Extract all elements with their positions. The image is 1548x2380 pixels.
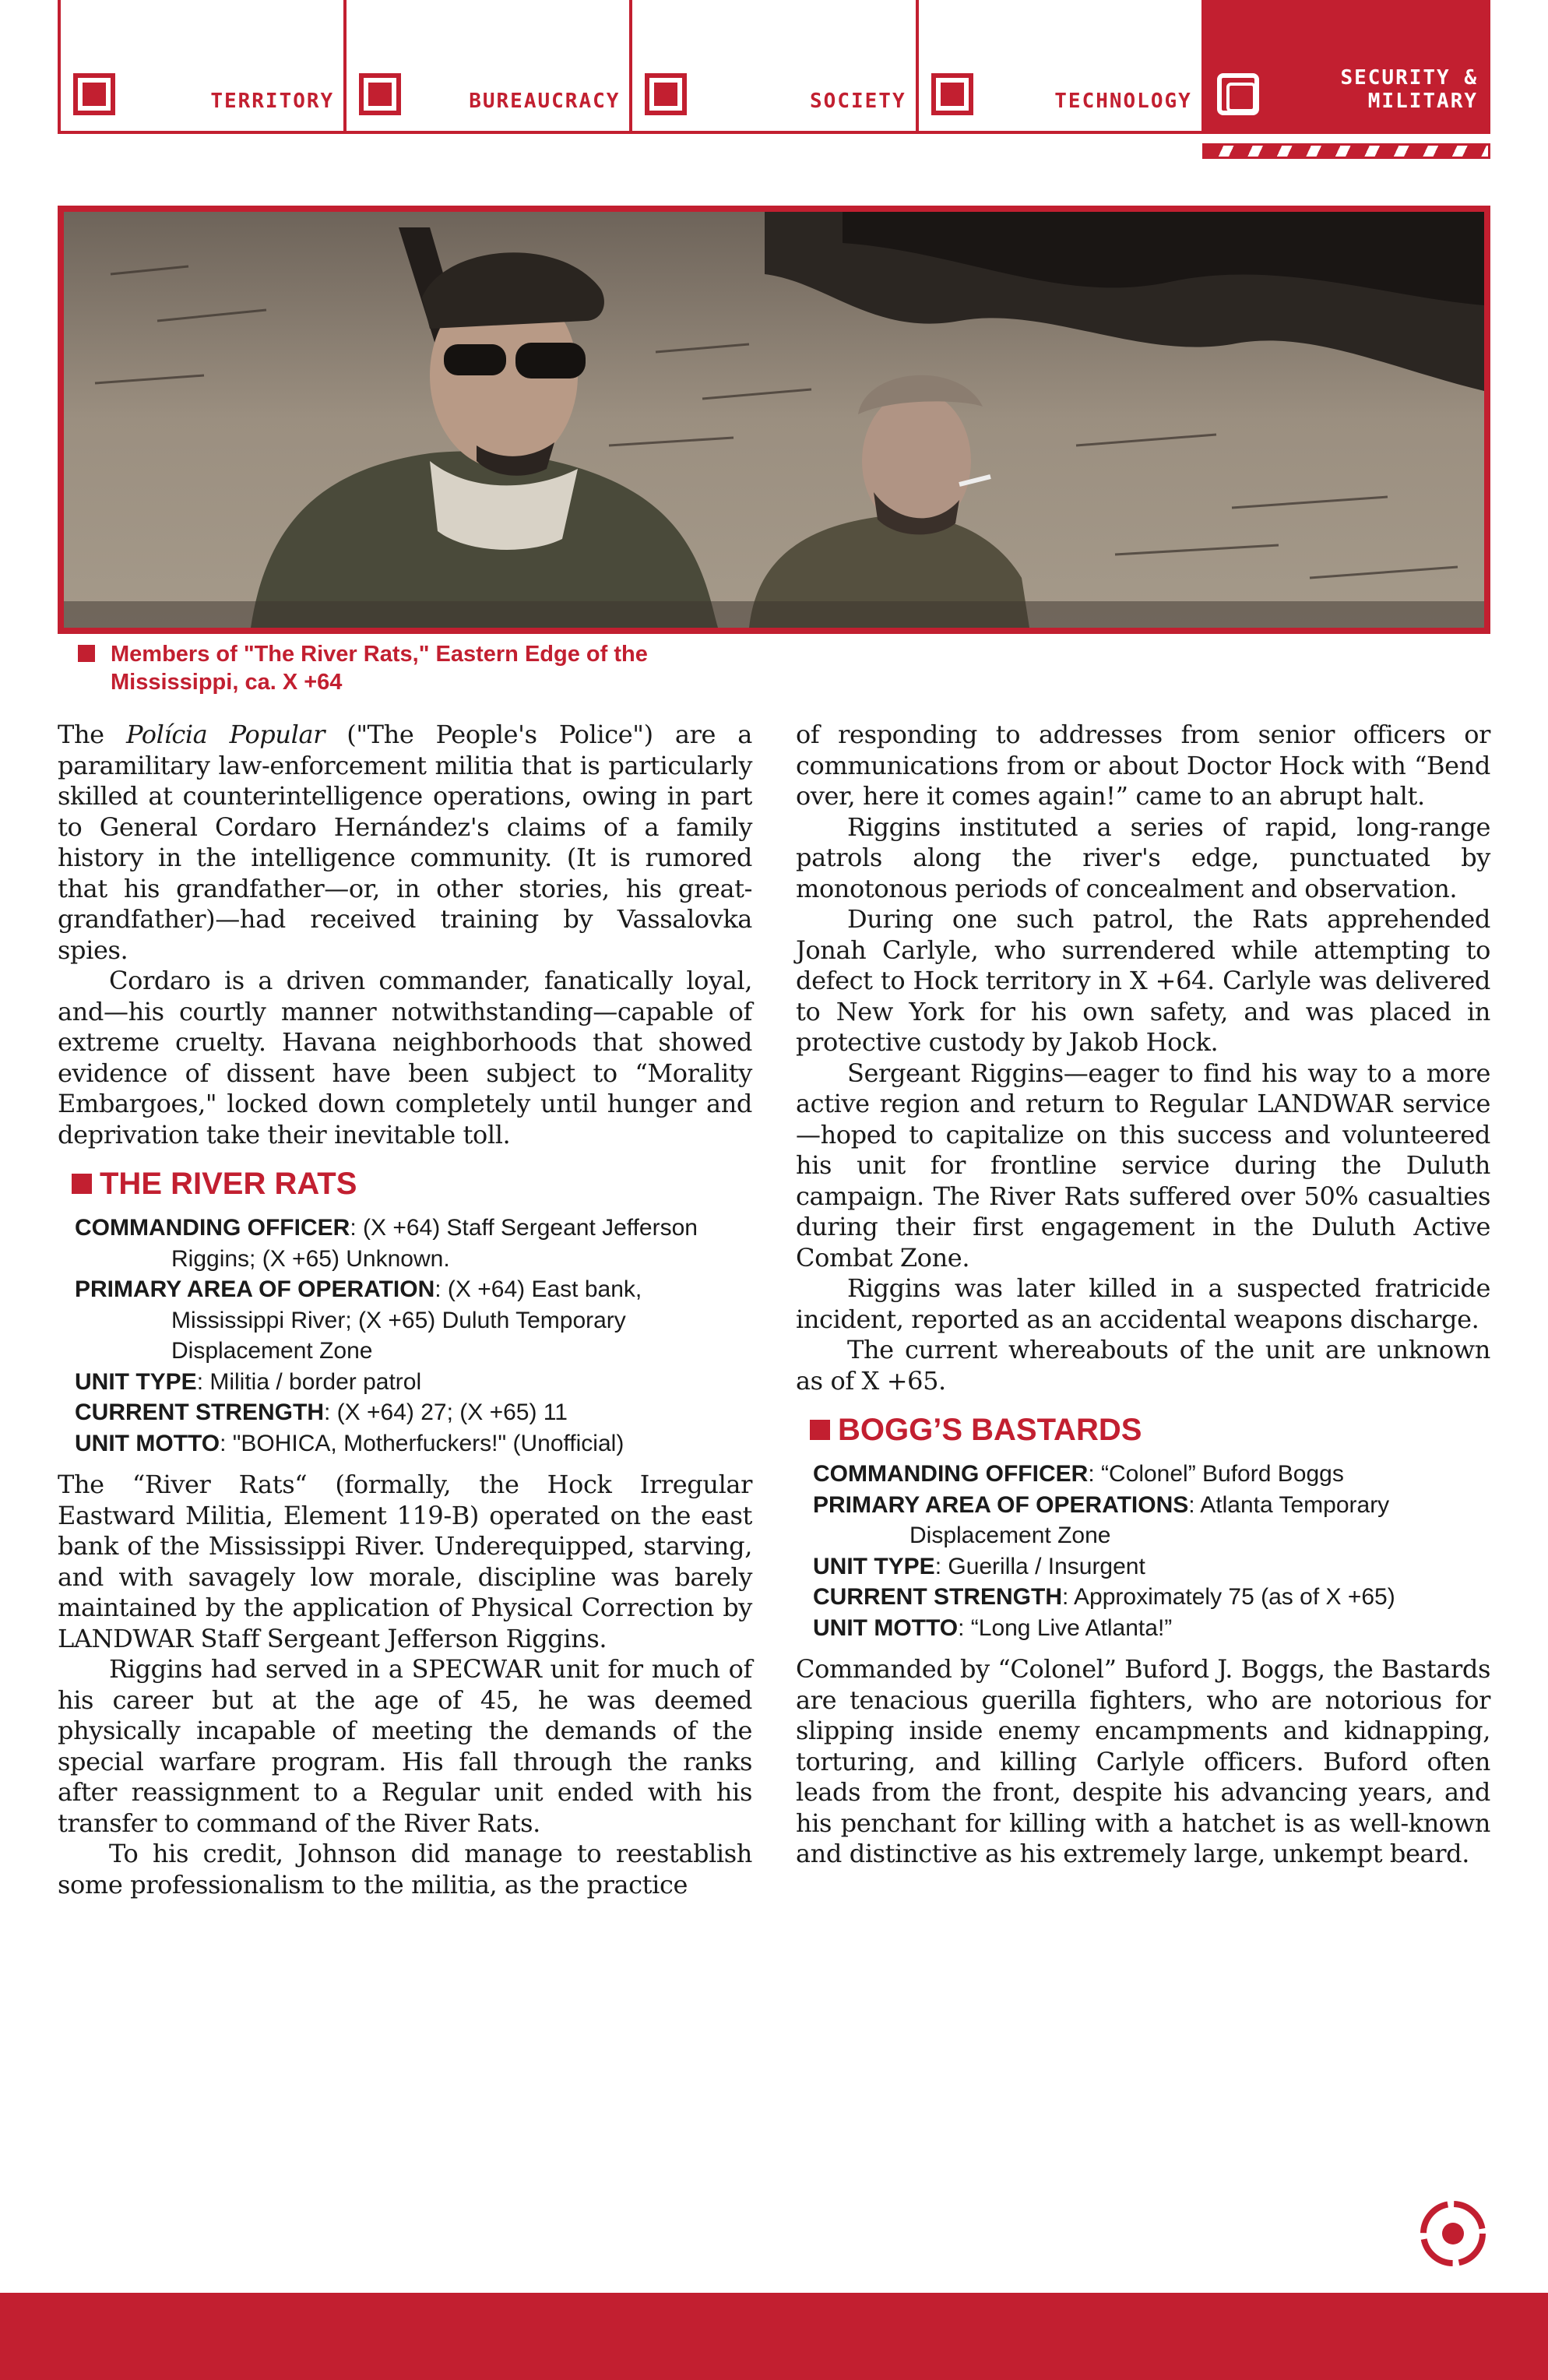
stat-key: UNIT TYPE: [75, 1368, 197, 1395]
tab-label: TERRITORY: [210, 90, 335, 114]
paragraph: The “River Rats“ (formally, the Hock Irregular Eastward Militia, Element 119-B) operated on the east bank of the Mississippi River. Underequipped, starving, and with savagely low morale, discipline was barely maintained by the application of Physical Correction by LANDWAR Staff Sergeant Jefferson Riggins.: [58, 1470, 752, 1653]
tab-technology[interactable]: [919, 0, 1205, 134]
stat-value: : “Long Live Atlanta!”: [958, 1614, 1173, 1641]
illustration-art: [64, 212, 1484, 628]
paragraph: [58, 720, 752, 966]
river-rats-illustration: [58, 206, 1490, 634]
bullet-square-icon: [78, 645, 95, 662]
paragraph-text: ("The People's Police") are a paramilitary law-enforcement militia that is particularly skilled at counterintelligence operations, owing in part to General Cordaro Hernández's claims of a family history in the intelligence community. (It is rumored that his grandfather—or, in other stories, his great-grandfather)—had received training by Vassalovka spies.: [58, 720, 752, 965]
square-icon: [931, 73, 973, 115]
paragraph: The current whereabouts of the unit are unknown as of X +65.: [796, 1335, 1490, 1396]
stat-key: UNIT MOTTO: [75, 1430, 220, 1456]
stat-value: : (X +64) East bank, Mississippi River; (X +65) Duluth Temporary Displacement Zone: [171, 1276, 642, 1364]
paragraph: Riggins instituted a series of rapid, long-range patrols along the river's edge, punctuated by monotonous periods of concealment and observation.: [796, 812, 1490, 903]
stat-unit-type: [75, 1367, 752, 1398]
section-nav: [58, 0, 1490, 134]
stat-commanding-officer: [813, 1459, 1490, 1490]
stat-value: : (X +64) 27; (X +65) 11: [324, 1399, 568, 1425]
figure-caption: [78, 640, 779, 696]
tab-society[interactable]: [632, 0, 918, 134]
paragraph: Riggins was later killed in a suspected fratricide incident, reported as an accidental weapons discharge.: [796, 1273, 1490, 1334]
left-column: [58, 720, 752, 1900]
section-heading-river-rats: [58, 1166, 752, 1202]
italic-term: Polícia Popular: [125, 720, 325, 749]
section-heading-text: BOGG’S BASTARDS: [838, 1413, 1142, 1447]
stat-current-strength: [75, 1397, 752, 1428]
stat-value: : Guerilla / Insurgent: [934, 1553, 1145, 1579]
stat-key: PRIMARY AREA OF OPERATIONS: [813, 1491, 1189, 1518]
right-column: [796, 720, 1490, 1870]
paragraph: of responding to addresses from senior officers or communications from or about Doctor Hock with “Bend over, here it comes again!” came to an abrupt halt.: [796, 720, 1490, 811]
tab-label: BUREAUCRACY: [469, 90, 621, 114]
square-icon: [359, 73, 401, 115]
paragraph: Commanded by “Colonel” Buford J. Boggs, the Bastards are tenacious guerilla fighters, who are notorious for slipping inside enemy encampments and kidnapping, torturing, and killing Carlyle officers. Buford often leads from the front, despite his advancing years, and his penchant for killing with a hatchet is as well-known and distinctive as his extremely large, unkempt beard.: [796, 1654, 1490, 1868]
stat-commanding-officer: [75, 1213, 752, 1274]
target-icon: [1217, 73, 1259, 115]
stat-key: UNIT TYPE: [813, 1553, 935, 1579]
target-icon: [1417, 2198, 1489, 2269]
stat-value: : (X +64) Staff Sergeant Jefferson Riggins; (X +65) Unknown.: [171, 1215, 698, 1272]
hazard-stripe-divider: [1202, 143, 1490, 159]
footer-bar: [0, 2293, 1548, 2380]
stat-primary-area: [813, 1490, 1490, 1551]
stat-value: : “Colonel” Buford Boggs: [1088, 1461, 1344, 1487]
section-heading-boggs-bastards: [796, 1412, 1490, 1448]
unit-stats-boggs-bastards: [796, 1459, 1490, 1643]
stat-key: CURRENT STRENGTH: [813, 1584, 1062, 1610]
tab-label-line2: MILITARY: [1367, 90, 1479, 114]
bullet-square-icon: [810, 1420, 830, 1440]
stat-key: PRIMARY AREA OF OPERATION: [75, 1276, 435, 1302]
bullet-square-icon: [72, 1174, 92, 1194]
stat-key: CURRENT STRENGTH: [75, 1399, 324, 1425]
paragraph: Sergeant Riggins—eager to find his way to a more active region and return to Regular LANDWAR service—hoped to capitalize on this success and volunteered his unit for frontline service during the Duluth campaign. The River Rats suffered over 50% casualties during their first engagement in the Duluth Active Combat Zone.: [796, 1058, 1490, 1273]
tab-label: [1340, 67, 1478, 114]
stat-value: : Approximately 75 (as of X +65): [1062, 1584, 1395, 1610]
caption-text: Members of "The River Rats," Eastern Edge of the Mississippi, ca. X +64: [111, 642, 648, 695]
tab-bureaucracy[interactable]: [347, 0, 632, 134]
section-heading-text: THE RIVER RATS: [100, 1167, 357, 1201]
paragraph-text: The: [58, 720, 126, 749]
square-icon: [73, 73, 115, 115]
square-icon: [645, 73, 687, 115]
tab-label: SOCIETY: [810, 90, 906, 114]
unit-stats-river-rats: [58, 1213, 752, 1459]
paragraph: Riggins had served in a SPECWAR unit for much of his career but at the age of 45, he was deemed physically incapable of meeting the demands of the special warfare program. His fall through the ranks after reassignment to a Regular unit ended with his transfer to command of the River Rats.: [58, 1654, 752, 1838]
stat-value: : Atlanta Temporary Displacement Zone: [909, 1491, 1390, 1548]
stat-value: : Militia / border patrol: [196, 1368, 422, 1395]
stat-primary-area: [75, 1274, 752, 1367]
stat-unit-type: [813, 1551, 1490, 1583]
paragraph: Cordaro is a driven commander, fanatically loyal, and—his courtly manner notwithstanding—capable of extreme cruelty. Havana neighborhoods that showed evidence of dissent have been subject to “Morality Embargoes," locked down completely until hunger and deprivation take their inevitable toll.: [58, 966, 752, 1150]
stat-key: COMMANDING OFFICER: [75, 1215, 350, 1241]
stat-key: UNIT MOTTO: [813, 1614, 959, 1641]
stat-unit-motto: [813, 1613, 1490, 1644]
paragraph: To his credit, Johnson did manage to reestablish some professionalism to the militia, as the practice: [58, 1839, 752, 1899]
tab-territory[interactable]: [58, 0, 347, 134]
tab-security-military[interactable]: [1205, 0, 1490, 134]
stat-current-strength: [813, 1582, 1490, 1613]
stat-key: COMMANDING OFFICER: [813, 1461, 1089, 1487]
stat-unit-motto: [75, 1428, 752, 1459]
paragraph: During one such patrol, the Rats apprehended Jonah Carlyle, who surrendered while attempting to defect to Hock territory in X +64. Carlyle was delivered to New York for his own safety, and was placed in protective custody by Jakob Hock.: [796, 904, 1490, 1057]
tab-label-line1: SECURITY &: [1340, 66, 1479, 90]
stat-value: : "BOHICA, Motherfuckers!" (Unofficial): [220, 1430, 624, 1456]
tab-label: TECHNOLOGY: [1054, 90, 1192, 114]
